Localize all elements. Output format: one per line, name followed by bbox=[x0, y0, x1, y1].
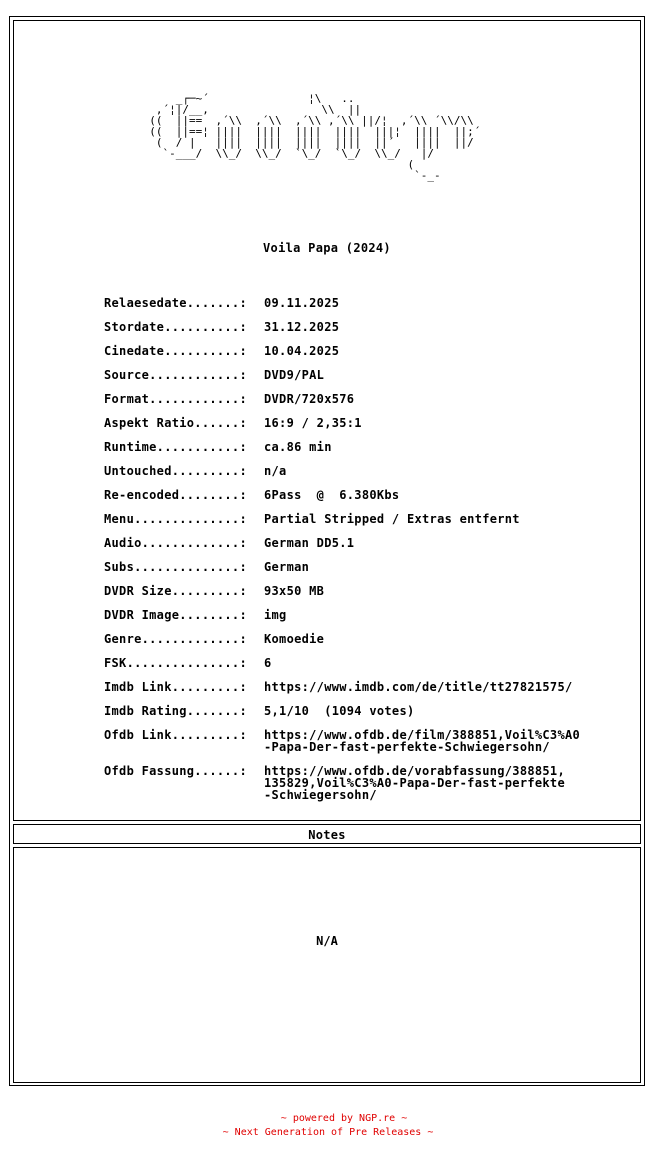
info-label: Runtime...........: bbox=[104, 440, 247, 454]
info-value: DVDR/720x576 bbox=[264, 392, 355, 406]
nfo-frame bbox=[9, 16, 645, 1086]
footer bbox=[0, 1112, 656, 1140]
footer-tagline: ~ Next Generation of Pre Releases ~ bbox=[222, 1127, 434, 1138]
info-value: German DD5.1 bbox=[264, 536, 355, 550]
info-label: DVDR Image........: bbox=[104, 608, 247, 622]
info-value: 09.11.2025 bbox=[264, 296, 340, 310]
info-value: n/a bbox=[264, 464, 287, 478]
info-value: 31.12.2025 bbox=[264, 320, 340, 334]
info-label: Untouched.........: bbox=[104, 464, 247, 478]
info-label: Cinedate..........: bbox=[104, 344, 247, 358]
info-label: Source............: bbox=[104, 368, 247, 382]
info-label: Aspekt Ratio......: bbox=[104, 416, 247, 430]
info-value: Partial Stripped / Extras entfernt bbox=[264, 512, 520, 526]
info-label: Imdb Link.........: bbox=[104, 680, 247, 694]
info-label: Audio.............: bbox=[104, 536, 247, 550]
info-label: Format............: bbox=[104, 392, 247, 406]
info-value: Komoedie bbox=[264, 632, 325, 646]
info-value: 6 bbox=[264, 656, 272, 670]
info-value: img bbox=[264, 608, 287, 622]
info-value: https://www.imdb.com/de/title/tt27821575/ bbox=[264, 680, 573, 694]
info-value: 6Pass @ 6.380Kbs bbox=[264, 488, 400, 502]
info-label: Genre.............: bbox=[104, 632, 247, 646]
info-value: 16:9 / 2,35:1 bbox=[264, 416, 362, 430]
info-value: https://www.ofdb.de/film/388851,Voil%C3%A0 -Papa-Der-fast-perfekte-Schwiegersohn/ bbox=[264, 728, 581, 754]
info-label: FSK...............: bbox=[104, 656, 247, 670]
info-label: Ofdb Fassung......: bbox=[104, 764, 247, 778]
notes-header bbox=[13, 824, 641, 844]
info-value: DVD9/PAL bbox=[264, 368, 325, 382]
info-label: Stordate..........: bbox=[104, 320, 247, 334]
info-label: DVDR Size.........: bbox=[104, 584, 247, 598]
info-value: German bbox=[264, 560, 310, 574]
info-label: Re-encoded........: bbox=[104, 488, 247, 502]
footer-powered-by: ~ powered by NGP.re ~ bbox=[280, 1113, 408, 1124]
movie-title: Voila Papa (2024) bbox=[263, 241, 391, 255]
info-value: https://www.ofdb.de/vorabfassung/388851, 135829,Voil%C3%A0-Papa-Der-fast-perfekte -Schwiegersohn/ bbox=[264, 764, 565, 802]
info-label: Menu..............: bbox=[104, 512, 247, 526]
notes-title: Notes bbox=[308, 828, 346, 842]
notes-panel bbox=[13, 847, 641, 1083]
info-value: ca.86 min bbox=[264, 440, 332, 454]
release-info-panel bbox=[13, 20, 641, 821]
info-label: Relaesedate.......: bbox=[104, 296, 247, 310]
info-label: Ofdb Link.........: bbox=[104, 728, 247, 742]
info-value: 5,1/10 (1094 votes) bbox=[264, 704, 415, 718]
info-label: Subs..............: bbox=[104, 560, 247, 574]
ascii-logo: _┌─~´ ¦\ .. ,´¦|/__, \\ || (( ||== ,´\\ ,´\\ ,´\\ ,´\\ ||/¦ ,´\\ ´\\/\\ (( ||==¦ |||| |||| |||| |||| |||¦ |||| ||;´ ( / | |||| |||| |||| |||| ||´ |||| ||/ `-___/ \\_/ \\_/ `\_/ `\_/ \\_/ |/ ( `-_- bbox=[149, 92, 481, 182]
info-value: 93x50 MB bbox=[264, 584, 325, 598]
notes-text: N/A bbox=[316, 934, 338, 948]
info-label: Imdb Rating.......: bbox=[104, 704, 247, 718]
info-value: 10.04.2025 bbox=[264, 344, 340, 358]
